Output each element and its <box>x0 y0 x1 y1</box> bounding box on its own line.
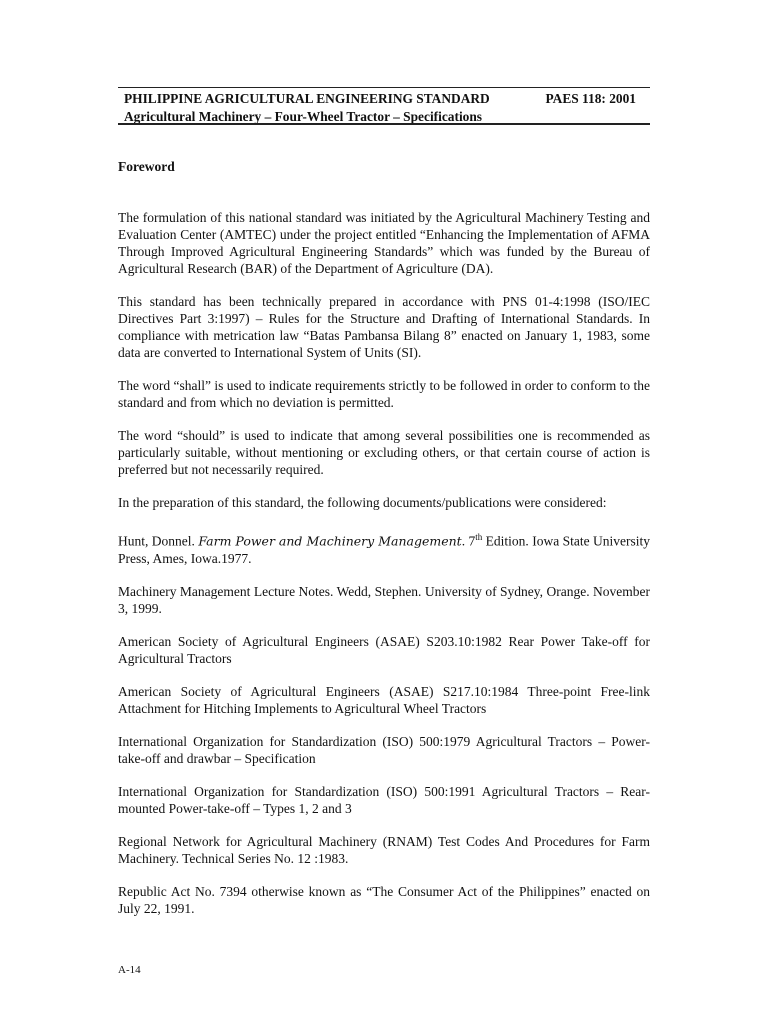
page-number: A-14 <box>118 964 141 976</box>
reference-sup: th <box>475 532 483 542</box>
paragraph: This standard has been technically prepared in accordance with PNS 01-4:1998 (ISO/IEC Directives Part 3:1997) – Rules for the Structure and Drafting of International Standards. In compliance with metrication law “Batas Pambansa Bilang 8” enacted on January 1, 1983, some data are converted to International System of Units (SI). <box>118 294 650 360</box>
paragraph: The word “should” is used to indicate that among several possibilities one is recommended as particularly suitable, without mentioning or excluding others, or that certain course of action is preferred but not necessarily required. <box>118 428 650 477</box>
reference-mid: . 7 <box>461 533 476 549</box>
reference-item: American Society of Agricultural Engineers (ASAE) S203.10:1982 Rear Power Take-off for Agricultural Tractors <box>118 633 650 666</box>
reference-item <box>118 529 650 567</box>
reference-item: International Organization for Standardization (ISO) 500:1979 Agricultural Tractors – Power-take-off and drawbar – Specification <box>118 733 650 766</box>
reference-item: American Society of Agricultural Engineers (ASAE) S217.10:1984 Three-point Free-link Attachment for Hitching Implements to Agricultural Wheel Tractors <box>118 683 650 716</box>
foreword-body <box>118 209 650 933</box>
document-header <box>124 90 644 126</box>
paragraph: The word “shall” is used to indicate requirements strictly to be followed in order to conform to the standard and from which no deviation is permitted. <box>118 378 650 410</box>
reference-suffix: Edition. Iowa State University Press, Ames, Iowa.1977. <box>118 533 650 566</box>
standard-subtitle: Agricultural Machinery – Four-Wheel Tractor – Specifications <box>124 109 483 124</box>
reference-item: Machinery Management Lecture Notes. Wedd, Stephen. University of Sydney, Orange. November 3, 1999. <box>118 583 650 616</box>
reference-item: Republic Act No. 7394 otherwise known as “The Consumer Act of the Philippines” enacted on July 22, 1991. <box>118 883 650 916</box>
reference-title: Farm Power and Machinery Management <box>198 533 462 549</box>
header-top-rule <box>118 87 650 88</box>
paragraph: The formulation of this national standard was initiated by the Agricultural Machinery Testing and Evaluation Center (AMTEC) under the project entitled “Enhancing the Implementation of AFMA Through Improved Agricultural Engineering Standards” which was funded by the Bureau of Agricultural Research (BAR) of the Department of Agriculture (DA). <box>118 210 650 276</box>
reference-item: Regional Network for Agricultural Machinery (RNAM) Test Codes And Procedures for Farm Machinery. Technical Series No. 12 :1983. <box>118 833 650 866</box>
paragraph: In the preparation of this standard, the following documents/publications were considered: <box>118 495 607 510</box>
reference-prefix: Hunt, Donnel. <box>118 533 199 549</box>
section-title: Foreword <box>118 159 175 174</box>
standard-number: PAES 118: 2001 <box>545 91 636 106</box>
reference-item: International Organization for Standardization (ISO) 500:1991 Agricultural Tractors – Rear-mounted Power-take-off – Types 1, 2 and 3 <box>118 783 650 816</box>
header-bottom-rule <box>118 123 650 125</box>
standard-name: PHILIPPINE AGRICULTURAL ENGINEERING STANDARD <box>124 91 490 106</box>
